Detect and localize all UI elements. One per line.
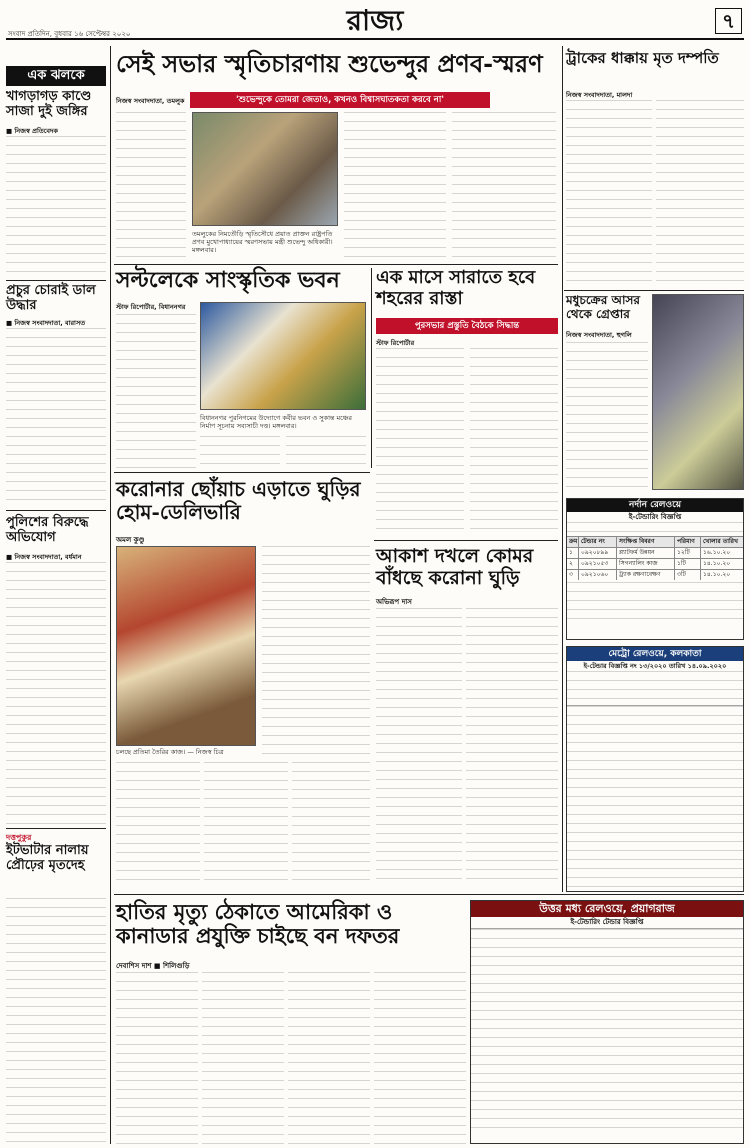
roads-headline: এক মাসে সারাতে হবে শহরের রাস্তা	[376, 267, 536, 309]
cell: ৩	[567, 570, 579, 580]
byline: নিজস্ব সংবাদদাতা, মালদা	[566, 91, 633, 99]
left-column	[6, 46, 106, 1144]
story-body	[374, 972, 466, 1144]
col-header: পরিমাণ	[675, 537, 701, 547]
story-headline: প্রচুর চোরাই ডাল উদ্ধার	[6, 283, 96, 313]
cell: ১	[567, 548, 579, 558]
ek-jholok-tag: এক ঝলকে	[6, 66, 106, 86]
lead-photo	[192, 112, 338, 226]
story-body	[204, 762, 288, 886]
story-body	[116, 314, 196, 468]
byline: স্টাফ রিপোর্টার	[376, 339, 415, 347]
accident-headline: ট্রাকের ধাক্কায় মৃত দম্পতি	[566, 49, 719, 67]
story-body	[470, 348, 558, 536]
table-row	[567, 558, 743, 569]
ad-subtitle: ই-টেন্ডারিং বিজ্ঞপ্তি	[628, 513, 682, 521]
divider	[114, 264, 558, 265]
column-rule	[110, 46, 111, 1144]
ad-title: নর্দান রেলওয়ে	[567, 499, 743, 512]
story-body	[6, 562, 106, 824]
story-headline: ইটভাটার নালায় প্রৌঢ়ের মৃতদেহ	[6, 843, 89, 873]
story-body	[6, 136, 106, 276]
story-body	[6, 328, 106, 506]
tender-ad-northern	[566, 498, 744, 640]
story-body	[116, 972, 198, 1144]
lead-headline: সেই সভার স্মৃতিচারণায় শুভেন্দুর প্রণব-স্মরণ	[116, 49, 543, 78]
byline: নিজস্ব সংবাদদাতা, তমলুক	[116, 97, 185, 105]
cell: ১৪.১০.২০	[703, 571, 731, 578]
idol-photo	[116, 546, 256, 746]
cell: ১টি	[675, 559, 701, 569]
byline: অমল কুণ্ডু	[116, 536, 145, 544]
ad-text	[567, 522, 743, 536]
kites-headline: আকাশ দখলে কোমর বাঁধছে করোনা ঘুড়ি	[376, 545, 534, 589]
elephant-headline: হাতির মৃত্যু ঠেকাতে আমেরিকা ও কানাডার প্রযুক্তি চাইছে বন দফতর	[116, 899, 400, 949]
story-body	[656, 100, 744, 286]
dateline: সংবাদ প্রতিদিন, বুধবার ১৬ সেপ্টেম্বর ২০২০	[8, 30, 131, 38]
story-headline: খাগড়াগড় কাণ্ডে সাজা দুই জঙ্গির	[6, 89, 92, 119]
divider	[6, 828, 106, 829]
story-body	[116, 762, 200, 886]
story-headline: মধুচক্রের আসর থেকে গ্রেপ্তার	[566, 293, 641, 321]
story-body	[344, 112, 446, 260]
ad-title: উত্তর মধ্য রেলওয়ে, প্রয়াগরাজ	[471, 901, 743, 917]
story-body	[202, 972, 284, 1144]
photo-caption: তমলুকের নিমতৌড়ি স্মৃতিসৌধে প্রয়াত প্রাক্তন রাষ্ট্রপতি প্রণব মুখোপাধ্যায়ের স্মরণসভায় মন্ত্রী শুভেন্দু অধিকারী। মঙ্গলবার।	[192, 230, 333, 254]
ad-text	[567, 582, 743, 622]
byline: ■ নিজস্ব সংবাদদাতা, বর্ধমান	[6, 553, 82, 561]
ad-text	[567, 671, 743, 701]
photo-caption: বিধাননগর পুরনিগমের উদ্যোগে কবীর ভবন ও সুকান্ত মঞ্চের নির্মাণ সূচনায় সব্যসাচী দত্ত। মঙ্গলবার।	[200, 414, 352, 430]
notice-advert	[652, 294, 744, 490]
story-body	[6, 898, 106, 1142]
photo-caption: চলছে প্রতিমা তৈরির কাজ। — নিজস্ব চিত্র	[116, 748, 224, 756]
column-rule	[371, 268, 372, 468]
byline: স্টাফ রিপোর্টার, বিধাননগর	[116, 303, 186, 311]
byline: ■ নিজস্ব সংবাদদাতা, বারাসত	[6, 319, 86, 327]
story-body	[288, 972, 370, 1144]
ad-text	[471, 928, 743, 1136]
cell: ১৬.১০.২০	[703, 549, 731, 556]
ad-subtitle: ই-টেন্ডার বিজ্ঞপ্তি নং ১৩/২০২০ তারিখ ১৪.০৯.২০২০	[583, 662, 727, 670]
byline: নিজস্ব সংবাদদাতা, হুগলি	[566, 331, 632, 339]
cell: ০৯২১০৬০	[579, 570, 617, 580]
cell: ১২টি	[675, 548, 701, 558]
page-number: ৭	[715, 8, 742, 34]
ad-subtitle: ই-টেন্ডারিং টেন্ডার বিজ্ঞপ্তি	[570, 918, 644, 926]
saltlake-photo	[200, 302, 366, 410]
divider	[6, 510, 106, 511]
cell: ২	[567, 559, 579, 569]
corona-headline: করোনার ছোঁয়াচ এড়াতে ঘুড়ির হোম-ডেলিভারি	[116, 477, 361, 524]
divider	[564, 290, 744, 291]
ad-table-header	[567, 536, 743, 547]
divider	[114, 894, 744, 895]
ad-table-body	[567, 705, 743, 889]
cell: ট্র্যাক রক্ষণাবেক্ষণ	[617, 570, 675, 580]
byline: অভিরূপ দাস	[376, 598, 412, 606]
story-body	[292, 762, 370, 886]
page-header	[6, 4, 744, 40]
story-body	[286, 436, 366, 468]
col-header: খোলার তারিখ	[703, 538, 738, 545]
col-header: সংক্ষিপ্ত বিবরণ	[617, 537, 675, 547]
column-rule	[562, 46, 563, 892]
byline: ■ নিজস্ব প্রতিবেদক	[6, 127, 58, 135]
divider	[374, 540, 558, 541]
divider	[114, 472, 370, 473]
kicker: দত্তপুকুর	[6, 833, 32, 842]
story-body	[200, 436, 280, 468]
cell: ৩টি	[675, 570, 701, 580]
story-headline: পুলিশের বিরুদ্ধে অভিযোগ	[6, 515, 89, 545]
saltlake-headline: সল্টলেকে সাংস্কৃতিক ভবন	[116, 267, 340, 293]
cell: ০৯২০৮৯৯	[579, 548, 617, 558]
story-body	[566, 342, 648, 490]
story-body	[262, 546, 370, 758]
story-body	[376, 608, 462, 886]
story-body	[376, 348, 464, 536]
col-header: ক্রম	[569, 538, 578, 545]
roads-subhead: পুরসভার প্রস্তুতি বৈঠকে সিদ্ধান্ত	[376, 318, 558, 334]
table-row	[567, 547, 743, 558]
story-body	[452, 112, 556, 260]
byline: দেবাশিস দাশ ■ শিলিগুড়ি	[116, 962, 190, 970]
table-row	[567, 569, 743, 580]
cell: ০৯২১০৫৩	[579, 559, 617, 569]
section-title: রাজ্য	[346, 4, 404, 37]
divider	[6, 280, 106, 281]
cell: ১৪.১০.২০	[703, 560, 731, 567]
story-body	[566, 100, 652, 286]
ad-title: মেট্রো রেলওয়ে, কলকাতা	[567, 647, 743, 661]
story-body	[466, 608, 558, 886]
tender-ad-ncr	[470, 900, 744, 1144]
cell: সিগন্যালিং কাজ	[617, 559, 675, 569]
col-header: টেন্ডার নং	[579, 537, 617, 547]
lead-quote: 'শুভেন্দুকে তোমরা জেতাও, কখনও বিশ্বাসঘাতকতা করবে না'	[190, 92, 490, 108]
story-body	[116, 112, 186, 260]
tender-ad-metro	[566, 646, 744, 892]
cell: প্ল্যাটফর্ম উন্নয়ন	[617, 548, 675, 558]
